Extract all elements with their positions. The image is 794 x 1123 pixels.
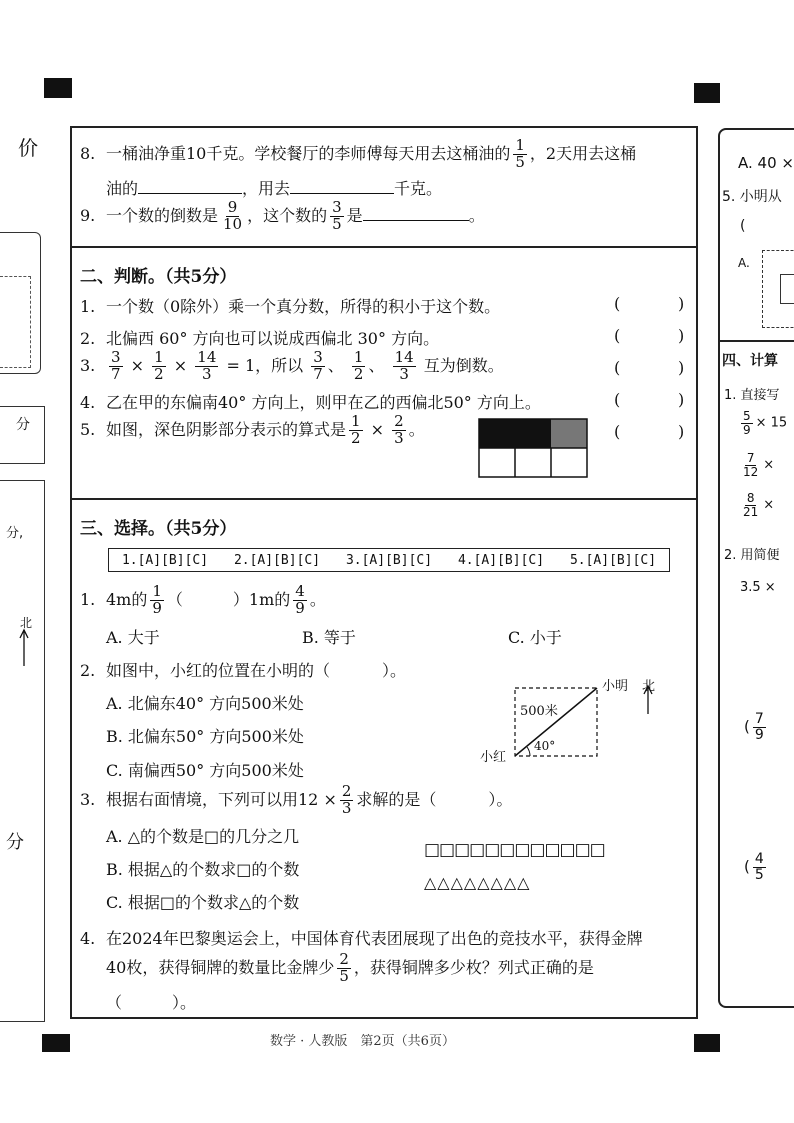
judge-item-4 — [80, 390, 541, 413]
fraction: $\frac{1}{5}$ — [515, 136, 525, 171]
answer-blank[interactable] — [363, 204, 469, 221]
registration-mark — [44, 78, 72, 98]
text: ）。 — [382, 661, 407, 680]
label-xiaoming: 小明 — [602, 679, 629, 694]
answer-card-5[interactable]: 5.[A][B][C] — [569, 552, 657, 568]
text: = 1，所以 — [226, 355, 304, 375]
fraction: $\frac{3}{7}$ — [313, 348, 323, 383]
question-number: 9. — [80, 205, 96, 225]
judge-item-5 — [80, 414, 425, 447]
text: ）1m的 — [232, 589, 291, 609]
question-8-line1 — [80, 138, 636, 171]
label-distance: 500米 — [520, 704, 558, 719]
text: 一个数的倒数是 — [106, 205, 219, 225]
fraction: $\frac{4}{9}$ — [295, 582, 305, 617]
text: ）。 — [488, 789, 513, 809]
question-number: 2. — [80, 329, 96, 348]
fraction: $\frac{3}{5}$ — [332, 198, 342, 233]
fraction: $\frac{14}{3}$ — [394, 348, 414, 383]
answer-paren-close: ) — [678, 294, 685, 313]
right-row-4: 3.5 × — [740, 580, 776, 595]
text: ）。 — [172, 993, 197, 1012]
divider — [72, 246, 696, 248]
answer-paren-open[interactable]: ( — [614, 390, 621, 409]
choice-1 — [80, 584, 326, 617]
right-paren: ( — [740, 218, 746, 234]
choice-4-line1 — [80, 926, 643, 949]
right-row-3: $\frac{8}{21}$ × — [743, 491, 775, 519]
text: 根据右面情境，下列可以用12 × — [106, 789, 337, 809]
margin-north-label: 北 — [20, 616, 33, 630]
right-question-5: 5. 小明从 — [722, 189, 782, 205]
label-north: 北 — [642, 679, 656, 694]
answer-card-4[interactable]: 4.[A][B][C] — [457, 552, 545, 568]
margin-title: 价 — [18, 136, 38, 160]
fraction: $\frac{1}{2}$ — [154, 348, 164, 383]
text: 乙在甲的东偏南40° 方向上，则甲在乙的西偏北50° 方向上。 — [106, 393, 541, 412]
question-number: 4. — [80, 393, 96, 412]
answer-paren-close: ) — [678, 358, 685, 377]
choice-2-option-b[interactable]: B. 北偏东50° 方向500米处 — [106, 727, 304, 746]
grid-cell-dark — [515, 419, 551, 448]
shaded-grid-figure — [478, 418, 588, 480]
choice-1-option-b[interactable]: B. 等于 — [302, 628, 356, 647]
choice-3 — [80, 784, 512, 817]
choice-2-option-a[interactable]: A. 北偏东40° 方向500米处 — [106, 694, 304, 713]
text: 互为倒数。 — [423, 355, 504, 375]
answer-card-1[interactable]: 1.[A][B][C] — [121, 552, 209, 568]
margin-score-label: 分 — [16, 417, 30, 433]
question-number: 2. — [80, 661, 96, 680]
text: 如图中，小红的位置在小明的（ — [106, 661, 331, 680]
divider — [72, 498, 696, 500]
answer-paren-close: ) — [678, 390, 685, 409]
path-line — [515, 688, 597, 756]
right-row-2: $\frac{7}{12}$ × — [743, 451, 775, 479]
angle-arc — [527, 747, 530, 756]
right-row-1: $\frac{5}{9}$ × 15 — [743, 409, 788, 437]
fraction: $\frac{14}{3}$ — [197, 348, 217, 383]
registration-mark — [694, 1034, 720, 1052]
answer-paren-open[interactable]: ( — [614, 294, 621, 313]
question-number: 5. — [80, 419, 96, 439]
choice-3-option-b[interactable]: B. 根据△的个数求□的个数 — [106, 860, 300, 879]
choice-1-option-a[interactable]: A. 大于 — [106, 628, 160, 647]
answer-paren-close: ) — [678, 422, 685, 441]
text: 。 — [309, 589, 326, 609]
answer-blank[interactable] — [138, 177, 242, 194]
text: （ — [106, 993, 123, 1012]
fraction: $\frac{2}{3}$ — [394, 412, 404, 447]
section-2-title: 二、判断。（共5分） — [80, 267, 237, 287]
text: 40枚，获得铜牌的数量比金牌少 — [106, 957, 335, 977]
fraction: $\frac{3}{7}$ — [111, 348, 121, 383]
text: 如图，深色阴影部分表示的算式是 — [106, 419, 347, 439]
margin-north-arrow — [18, 628, 30, 668]
squares-row: □□□□□□□□□□□□ — [424, 840, 605, 860]
fraction: $\frac{1}{9}$ — [152, 582, 162, 617]
right-sub-2: 2. 用简便 — [724, 548, 780, 563]
triangles-row: △△△△△△△△ — [424, 873, 531, 892]
answer-card-2[interactable]: 2.[A][B][C] — [233, 552, 321, 568]
right-inner-shape — [780, 274, 794, 304]
page-footer: 数学 · 人教版 第2页（共6页） — [270, 1034, 455, 1049]
registration-mark — [694, 83, 720, 103]
margin-box-inner — [0, 276, 31, 368]
question-8-line2 — [106, 176, 442, 199]
text: 北偏西 60° 方向也可以说成西偏北 30° 方向。 — [106, 329, 440, 348]
question-panel — [70, 126, 698, 1019]
right-divider — [718, 340, 794, 342]
text: 、 — [368, 355, 385, 375]
choice-2-option-c[interactable]: C. 南偏西50° 方向500米处 — [106, 761, 304, 780]
text: ，2天用去这桶 — [529, 143, 637, 163]
judge-item-2 — [80, 326, 439, 349]
times-sign: × — [370, 419, 385, 439]
choice-3-option-c[interactable]: C. 根据□的个数求△的个数 — [106, 893, 300, 912]
question-number: 4. — [80, 929, 96, 948]
judge-item-1 — [80, 294, 500, 317]
answer-paren-open[interactable]: ( — [614, 326, 621, 345]
margin-long-box — [0, 480, 45, 1022]
registration-mark — [42, 1034, 70, 1052]
right-sub-1: 1. 直接写 — [724, 388, 780, 403]
answer-card-3[interactable]: 3.[A][B][C] — [345, 552, 433, 568]
answer-paren-open[interactable]: ( — [614, 422, 621, 441]
choice-4-line2 — [106, 952, 594, 985]
times-sign: × — [173, 355, 188, 375]
answer-card — [108, 548, 670, 572]
answer-paren-open[interactable]: ( — [614, 358, 621, 377]
fraction: $\frac{1}{2}$ — [353, 348, 364, 383]
question-number: 1. — [80, 297, 96, 316]
text: 。 — [468, 205, 485, 225]
grid-cell-dark — [479, 419, 515, 448]
fraction: $\frac{2}{5}$ — [339, 950, 349, 985]
answer-blank[interactable] — [290, 177, 394, 194]
question-number: 3. — [80, 355, 96, 375]
text: （ — [166, 589, 183, 609]
judge-item-3 — [80, 350, 504, 383]
right-option-a1: A. 40 × — [738, 154, 794, 172]
text: 千克。 — [394, 179, 443, 198]
fraction: $\frac{2}{3}$ — [341, 782, 352, 817]
choice-2 — [80, 658, 406, 681]
grid-cell-gray — [551, 419, 587, 448]
text: 一个数（0除外）乘一个真分数，所得的积小于这个数。 — [106, 297, 501, 316]
answer-paren-close: ) — [678, 326, 685, 345]
right-section-4: 四、计算 — [722, 353, 778, 369]
text: 4m的 — [106, 589, 148, 609]
text: 油的 — [106, 179, 139, 198]
text: 、 — [327, 355, 344, 375]
text: ，这个数的 — [247, 205, 328, 225]
text: 求解的是（ — [356, 789, 437, 809]
text: 是 — [346, 205, 363, 225]
fraction: $\frac{1}{2}$ — [351, 412, 361, 447]
right-paren-row-1: ( $\frac{7}{9}$ — [744, 711, 764, 743]
text: 在2024年巴黎奥运会上，中国体育代表团展现了出色的竞技水平，获得金牌 — [106, 929, 643, 948]
text: ，用去 — [242, 179, 291, 198]
question-number: 1. — [80, 589, 96, 609]
choice-1-option-c[interactable]: C. 小于 — [508, 628, 562, 647]
text: 。 — [408, 419, 425, 439]
section-3-title: 三、选择。（共5分） — [80, 519, 237, 539]
right-option-a2: A. — [738, 256, 750, 270]
right-paren-row-2: ( $\frac{4}{5}$ — [744, 851, 764, 883]
question-number: 3. — [80, 789, 96, 809]
margin-score-label-2: 分 — [6, 832, 24, 853]
times-sign: × — [130, 355, 145, 375]
question-9 — [80, 200, 485, 233]
label-xiaohong: 小红 — [480, 750, 507, 765]
question-number: 8. — [80, 143, 96, 163]
text: 一桶油净重10千克。学校餐厅的李师傅每天用去这桶油的 — [106, 143, 511, 163]
text: ，获得铜牌多少枚？列式正确的是 — [353, 957, 594, 977]
choice-4-line3 — [106, 990, 196, 1013]
choice-3-option-a[interactable]: A. △的个数是□的几分之几 — [106, 827, 300, 846]
fraction: $\frac{9}{10}$ — [223, 198, 243, 233]
label-angle: 40° — [534, 739, 556, 753]
margin-tick: 分, — [6, 526, 24, 541]
